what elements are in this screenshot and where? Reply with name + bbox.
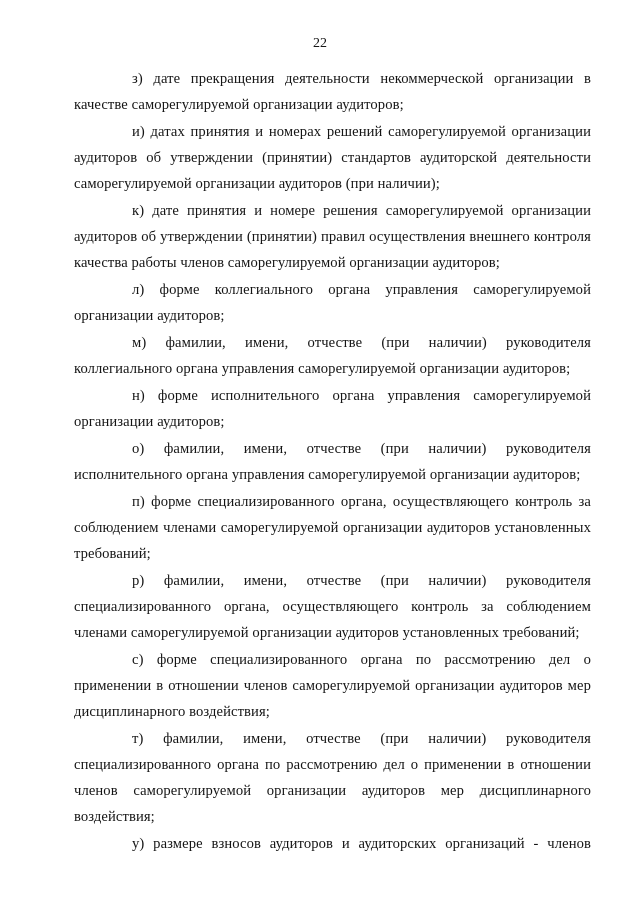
paragraph-t: т) фамилии, имени, отчестве (при наличии) руководителя специализированного органа по рассмотрению дел о применении в отношении членов саморегулируемой организации аудиторов мер дисциплинарного воздействия; <box>74 731 591 825</box>
paragraph-r: р) фамилии, имени, отчестве (при наличии) руководителя специализированного органа, осуществляющего контроль за соблюдением членами саморегулируемой организации аудиторов установленных требований; <box>74 573 591 641</box>
paragraph-u: у) размере взносов аудиторов и аудиторских организаций - членов <box>132 836 591 852</box>
paragraph-z: з) дате прекращения деятельности некоммерческой организации в качестве саморегулируемой организации аудиторов; <box>74 71 591 113</box>
paragraph-l: л) форме коллегиального органа управления саморегулируемой организации аудиторов; <box>74 282 591 324</box>
paragraph-p: п) форме специализированного органа, осуществляющего контроль за соблюдением членами саморегулируемой организации аудиторов установленных требований; <box>74 494 591 562</box>
paragraph-i: и) датах принятия и номерах решений саморегулируемой организации аудиторов об утверждении (принятии) стандартов аудиторской деятельности саморегулируемой организации аудиторов (при наличии); <box>74 124 591 192</box>
paragraph-k: к) дате принятия и номере решения саморегулируемой организации аудиторов об утверждении (принятии) правил осуществления внешнего контроля качества работы членов саморегулируемой организации аудиторов; <box>74 203 591 271</box>
paragraph-o: о) фамилии, имени, отчестве (при наличии) руководителя исполнительного органа управления саморегулируемой организации аудиторов; <box>74 441 591 483</box>
page-number: 22 <box>313 36 327 51</box>
paragraph-s: с) форме специализированного органа по рассмотрению дел о применении в отношении членов саморегулируемой организации аудиторов мер дисциплинарного воздействия; <box>74 652 591 720</box>
paragraph-m: м) фамилии, имени, отчестве (при наличии) руководителя коллегиального органа управления саморегулируемой организации аудиторов; <box>74 335 591 377</box>
document-body <box>74 66 591 858</box>
paragraph-n: н) форме исполнительного органа управления саморегулируемой организации аудиторов; <box>74 388 591 430</box>
